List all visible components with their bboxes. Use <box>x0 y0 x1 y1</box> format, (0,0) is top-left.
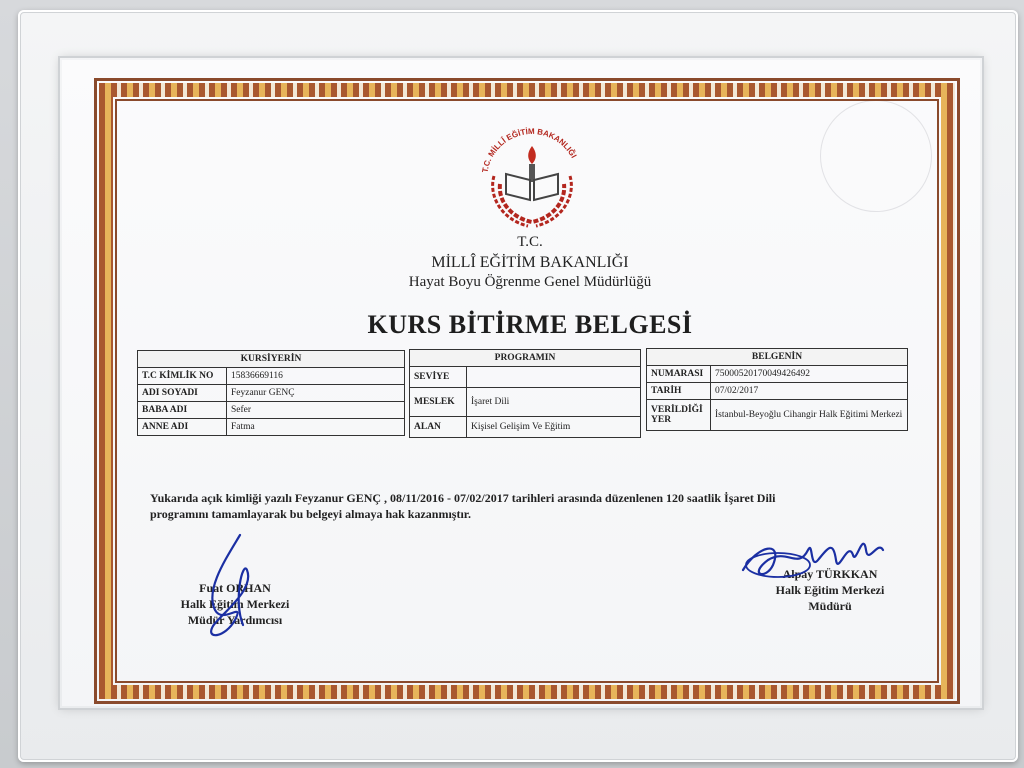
certificate-info-heading: BELGENİN <box>647 349 908 366</box>
trainee-table-heading: KURSİYERİN <box>138 351 405 368</box>
table-row <box>138 419 405 436</box>
country-abbrev: T.C. <box>517 234 543 250</box>
row-label: ALAN <box>410 417 467 438</box>
table-row <box>138 385 405 402</box>
signatory-name: Fuat ORHAN <box>199 581 271 595</box>
certificate-title: KURS BİTİRME BELGESİ <box>367 310 693 339</box>
row-value: Feyzanur GENÇ <box>227 385 405 402</box>
directorate-name: Hayat Boyu Öğrenme Genel Müdürlüğü <box>408 274 652 290</box>
table-row <box>647 383 908 400</box>
ministry-logo-icon <box>472 124 592 234</box>
row-value: İşaret Dili <box>467 388 641 417</box>
row-value: İstanbul-Beyoğlu Cihangir Halk Eğitimi Merkezi <box>711 400 908 431</box>
signatory-org: Halk Eğitim Merkezi <box>775 583 885 597</box>
table-row <box>410 367 641 388</box>
row-value: 15836669116 <box>227 368 405 385</box>
row-label: VERİLDİĞİ YER <box>647 400 711 431</box>
row-value: Kişisel Gelişim Ve Eğitim <box>467 417 641 438</box>
trainee-table <box>137 350 405 436</box>
svg-text:T.C. MİLLÎ EĞİTİM BAKANLIĞI: T.C. MİLLÎ EĞİTİM BAKANLIĞI <box>480 126 579 174</box>
table-row <box>410 388 641 417</box>
left-signature-icon <box>185 530 275 645</box>
row-value: 07/02/2017 <box>711 383 908 400</box>
table-row <box>138 368 405 385</box>
row-value <box>467 367 641 388</box>
statement-line-1: Yukarıda açık kimliği yazılı Feyzanur GENÇ , 08/11/2016 - 07/02/2017 tarihleri arasında düzenlenen 120 saatlik İşaret Dili <box>150 491 776 505</box>
table-row <box>647 400 908 431</box>
row-label: ANNE ADI <box>138 419 227 436</box>
signatory-org: Halk Eğitim Merkezi <box>180 597 290 611</box>
program-table-heading: PROGRAMIN <box>410 350 641 367</box>
signatory-name: Alpay TÜRKKAN <box>782 567 878 581</box>
signatory-title: Müdür Yardımcısı <box>187 613 283 627</box>
row-label: T.C KİMLİK NO <box>138 368 227 385</box>
ministry-name: MİLLÎ EĞİTİM BAKANLIĞI <box>431 254 629 271</box>
row-value: Fatma <box>227 419 405 436</box>
completion-statement <box>150 490 890 522</box>
row-label: NUMARASI <box>647 366 711 383</box>
row-label: SEVİYE <box>410 367 467 388</box>
signatory-title: Müdürü <box>808 599 852 613</box>
row-label: TARİH <box>647 383 711 400</box>
certificate-info-table <box>646 348 908 431</box>
row-label: ADI SOYADI <box>138 385 227 402</box>
row-value: Sefer <box>227 402 405 419</box>
row-label: MESLEK <box>410 388 467 417</box>
row-value: 75000520170049426492 <box>711 366 908 383</box>
table-row <box>647 366 908 383</box>
row-label: BABA ADI <box>138 402 227 419</box>
statement-line-2: programını tamamlayarak bu belgeyi almaya hak kazanmıştır. <box>150 507 472 521</box>
table-row <box>410 417 641 438</box>
table-row <box>138 402 405 419</box>
program-table <box>409 349 641 438</box>
right-signature-icon <box>738 520 888 590</box>
